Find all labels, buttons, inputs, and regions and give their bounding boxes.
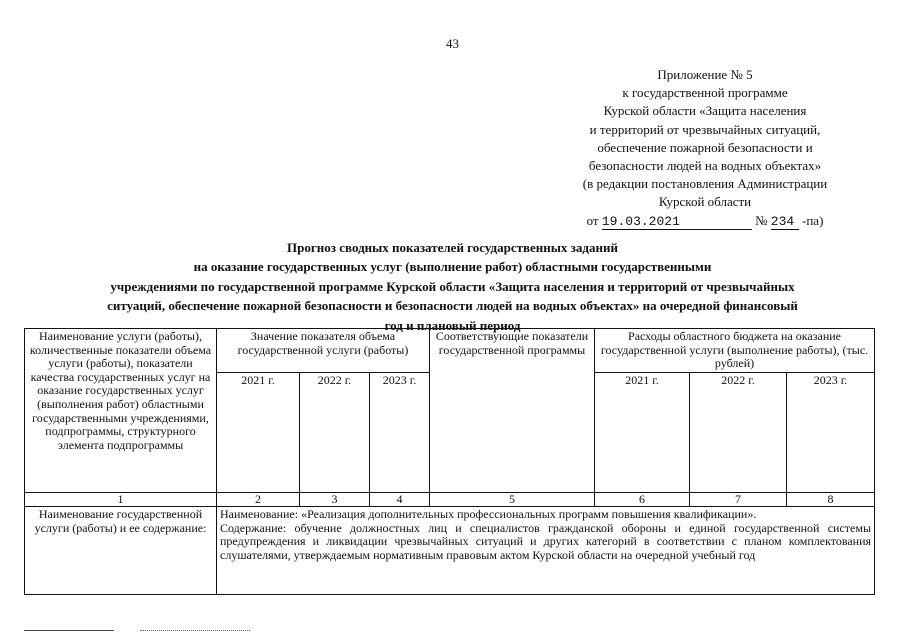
- edition-line: (в редакции постановления Администрации: [582, 176, 828, 192]
- decree-number: 234: [771, 215, 799, 230]
- appendix-line: к государственной программе: [622, 85, 788, 101]
- column-number: 1: [25, 493, 217, 507]
- volume-header: Значение показателя объема государственной услуги (работы): [217, 329, 430, 373]
- column-number: 7: [690, 493, 787, 507]
- appendix-line: безопасности людей на водных объектах»: [588, 158, 822, 174]
- programs-header: Соответствующие показатели государственной программы: [430, 329, 595, 493]
- column-number: 5: [430, 493, 595, 507]
- year-2021-expense: 2021 г.: [595, 373, 690, 493]
- appendix-line: Приложение № 5: [657, 67, 753, 82]
- service-description: [217, 507, 875, 595]
- year-2023-expense: 2023 г.: [787, 373, 875, 493]
- year-2023-volume: 2023 г.: [370, 373, 430, 493]
- title-line: ситуаций, обеспечение пожарной безопасности и безопасности людей на водных объектах» на очередной финансовый: [107, 298, 798, 314]
- appendix-line: Курской области «Защита населения: [603, 103, 807, 119]
- service-content: Содержание: обучение должностных лиц и специалистов гражданской обороны и единой государственной системы предупреждения и ликвидации чрезвычайных ситуаций и других категорий в соответствии с планом комплектования слушателями, утверждаемым нормативным правовым актом Курской области на очередной учебный год: [220, 520, 872, 562]
- date-number-line: [587, 212, 824, 230]
- column-number: 8: [787, 493, 875, 507]
- number-label: №: [755, 212, 768, 228]
- year-2022-volume: 2022 г.: [300, 373, 370, 493]
- expenses-header: Расходы областного бюджета на оказание государственной услуги (выполнение работы), (тыс. рублей): [595, 329, 875, 373]
- column-number: 3: [300, 493, 370, 507]
- column-number: 2: [217, 493, 300, 507]
- title-line: на оказание государственных услуг (выполнение работ) областными государственными: [193, 259, 712, 275]
- col1-header: Наименование услуги (работы), количественные показатели объема услуги (работы), показатели качества государственных услуг на оказание государственных услуг (выполнения работ) областными государственными учреждениями, подпрограммы, структурного элемента подпрограммы: [25, 329, 217, 493]
- year-2021-volume: 2021 г.: [217, 373, 300, 493]
- footer-rule: [24, 630, 114, 631]
- column-number: 6: [595, 493, 690, 507]
- service-label: Наименование государственной услуги (работы) и ее содержание:: [25, 507, 217, 595]
- column-number: 4: [370, 493, 430, 507]
- footer-rule: [140, 630, 250, 631]
- title-line: Прогноз сводных показателей государственных заданий: [287, 240, 618, 255]
- appendix-header: [555, 66, 855, 230]
- region-line: Курской области: [658, 194, 752, 210]
- document-title: [30, 238, 875, 335]
- appendix-line: и территорий от чрезвычайных ситуаций,: [589, 121, 821, 137]
- decree-suffix: -па): [802, 212, 824, 228]
- title-line: год и плановый период: [384, 317, 521, 333]
- from-label: от: [586, 212, 599, 228]
- decree-date: 19.03.2021: [602, 215, 752, 230]
- service-name: Наименование: «Реализация дополнительных профессиональных программ повышения квалификации».: [220, 507, 757, 521]
- title-line: учреждениями по государственной программе Курской области «Защита населения и территорий от чрезвычайных: [110, 278, 795, 294]
- page-number: 43: [446, 36, 459, 51]
- year-2022-expense: 2022 г.: [690, 373, 787, 493]
- appendix-line: обеспечение пожарной безопасности и: [597, 139, 813, 155]
- forecast-table: [24, 328, 875, 595]
